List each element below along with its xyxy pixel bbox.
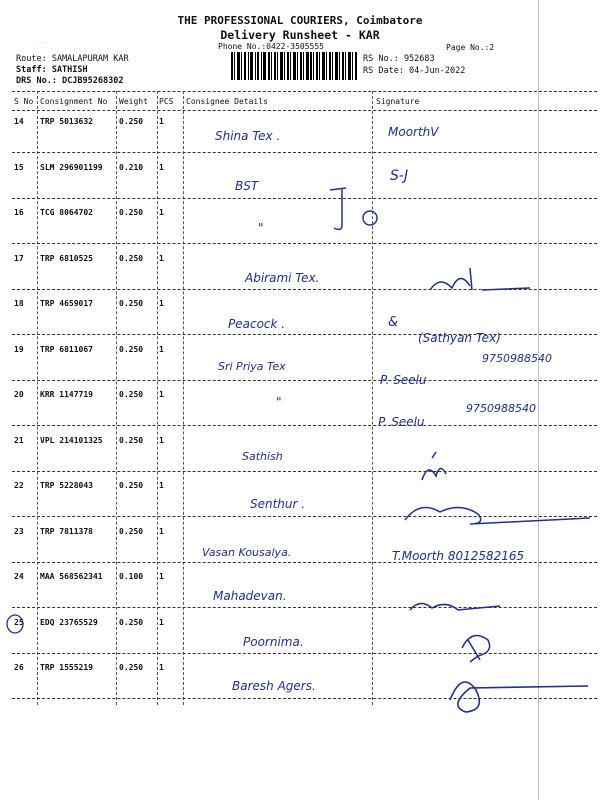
col-header-weight: Weight bbox=[119, 97, 148, 106]
row-sno: 14 bbox=[14, 117, 24, 126]
consignee-hw: Sri Priya Tex bbox=[218, 360, 286, 373]
consignee-hw: Vasan Kousalya. bbox=[202, 546, 292, 559]
row-weight: 0.250 bbox=[119, 617, 144, 627]
row-consignment-no: TRP 5228043 bbox=[40, 481, 93, 490]
row-weight: 0.250 bbox=[119, 435, 144, 445]
rs-number: RS No.: 952683 bbox=[363, 54, 435, 64]
consignee-hw: Abirami Tex. bbox=[245, 271, 320, 285]
row-sno: 23 bbox=[14, 526, 24, 536]
row-sno: 19 bbox=[14, 344, 24, 354]
scan-mark: · · · bbox=[34, 40, 47, 45]
row-sno: 25 bbox=[14, 617, 24, 627]
row-pcs: 1 bbox=[159, 117, 164, 126]
col-header-consignee: Consignee Details bbox=[186, 97, 268, 106]
rs-date: RS Date: 04-Jun-2022 bbox=[363, 66, 466, 76]
row-consignment-no: TRP 6811067 bbox=[40, 344, 93, 354]
row-weight: 0.250 bbox=[119, 390, 144, 399]
consignee-hw: Senthur . bbox=[250, 497, 306, 511]
row-pcs: 1 bbox=[159, 617, 164, 627]
company-title: THE PROFESSIONAL COURIERS, Coimbatore bbox=[177, 14, 423, 27]
signature-hw: S-J bbox=[390, 168, 409, 184]
signature-hw: T.Moorth 8012582165 bbox=[392, 549, 525, 563]
consignee-hw: " bbox=[258, 221, 264, 235]
consignee-hw: Poornima. bbox=[243, 635, 304, 649]
col-header-signature: Signature bbox=[376, 97, 420, 106]
row-pcs: 1 bbox=[159, 572, 164, 581]
row-consignment-no: TRP 4659017 bbox=[40, 299, 93, 308]
row-consignment-no: TRP 1555219 bbox=[40, 663, 93, 672]
consignee-hw: Sathish bbox=[242, 450, 283, 463]
signature-mark: & bbox=[388, 315, 399, 330]
col-header-consignment: Consignment No bbox=[40, 97, 108, 106]
row-consignment-no: KRR 1147719 bbox=[40, 390, 93, 399]
row-pcs: 1 bbox=[159, 299, 164, 308]
row-sno: 26 bbox=[14, 663, 24, 672]
row-consignment-no: TRP 5013632 bbox=[40, 117, 93, 126]
row-pcs: 1 bbox=[159, 253, 164, 263]
circle-mark-icon bbox=[7, 615, 23, 633]
col-header-sno: S No bbox=[14, 97, 34, 106]
row-sno: 18 bbox=[14, 299, 24, 308]
row-weight: 0.250 bbox=[119, 117, 144, 126]
row-pcs: 1 bbox=[159, 526, 164, 536]
signature-hw: 9750988540 bbox=[466, 402, 536, 415]
row-sno: 22 bbox=[14, 481, 24, 490]
row-weight: 0.250 bbox=[119, 299, 144, 308]
row-sno: 15 bbox=[14, 162, 24, 172]
row-pcs: 1 bbox=[159, 344, 164, 354]
row-weight: 0.250 bbox=[119, 481, 144, 490]
row-weight: 0.100 bbox=[119, 572, 144, 581]
row-pcs: 1 bbox=[159, 390, 164, 399]
row-pcs: 1 bbox=[159, 435, 164, 445]
row-weight: 0.250 bbox=[119, 663, 144, 672]
row-consignment-no: TCG 8064702 bbox=[40, 208, 93, 217]
row-sno: 24 bbox=[14, 572, 24, 581]
row-weight: 0.250 bbox=[119, 344, 144, 354]
row-consignment-no: VPL 214101325 bbox=[40, 435, 103, 445]
row-pcs: 1 bbox=[159, 663, 164, 672]
consignee-hw: Shina Tex . bbox=[215, 129, 281, 143]
staff-label: Staff: SATHISH bbox=[16, 65, 88, 75]
drs-number: DRS No.: DCJB95268302 bbox=[16, 76, 124, 86]
row-weight: 0.250 bbox=[119, 253, 144, 263]
row-consignment-no: TRP 7811378 bbox=[40, 526, 93, 536]
route-label: Route: SAMALAPURAM KAR bbox=[16, 54, 129, 64]
signature-prefix-hw: P. Seelu bbox=[378, 415, 425, 429]
signature-hw: MoorthV bbox=[388, 125, 439, 139]
row-weight: 0.210 bbox=[119, 162, 144, 172]
signature-prefix-hw: P. Seelu bbox=[380, 373, 427, 387]
phone-number: Phone No.:0422-3505555 bbox=[218, 42, 324, 51]
row-sno: 16 bbox=[14, 208, 24, 217]
consignee-hw: Mahadevan. bbox=[213, 589, 287, 603]
signature-hw: 9750988540 bbox=[482, 352, 552, 365]
runsheet-title: Delivery Runsheet - KAR bbox=[220, 28, 380, 42]
row-consignment-no: MAA 568562341 bbox=[40, 572, 103, 581]
col-header-pcs: PCS bbox=[159, 97, 174, 106]
row-consignment-no: EDQ 23765529 bbox=[40, 617, 98, 627]
row-weight: 0.250 bbox=[119, 526, 144, 536]
row-sno: 21 bbox=[14, 435, 24, 445]
consignee-hw: " bbox=[276, 395, 282, 409]
row-sno: 17 bbox=[14, 253, 24, 263]
signature-hw: (Sathyan Tex) bbox=[418, 331, 501, 345]
consignee-hw: BST bbox=[235, 179, 259, 193]
consignee-hw: Peacock . bbox=[228, 317, 286, 331]
row-pcs: 1 bbox=[159, 162, 164, 172]
row-weight: 0.250 bbox=[119, 208, 144, 217]
consignee-hw: Baresh Agers. bbox=[232, 679, 316, 693]
row-sno: 20 bbox=[14, 390, 24, 399]
page-number: Page No.:2 bbox=[446, 43, 495, 52]
row-pcs: 1 bbox=[159, 208, 164, 217]
row-consignment-no: SLM 296901199 bbox=[40, 162, 103, 172]
row-pcs: 1 bbox=[159, 481, 164, 490]
row-consignment-no: TRP 6810525 bbox=[40, 253, 93, 263]
